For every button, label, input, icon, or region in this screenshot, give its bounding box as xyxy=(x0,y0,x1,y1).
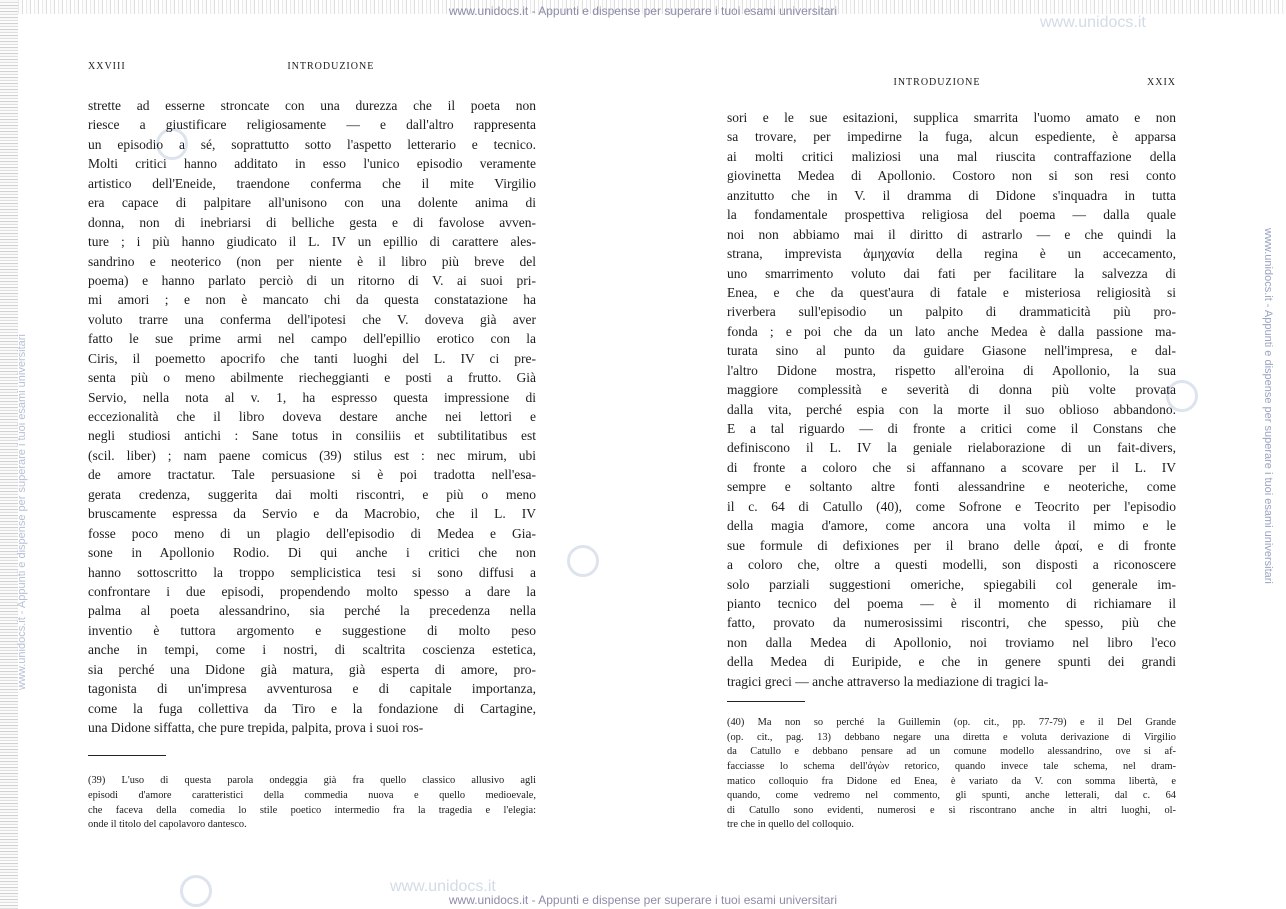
text-line: di fronte a coloro che si affannano a scovare per il L. IV xyxy=(727,459,1176,475)
text-line: l'altro Didone mostra, rispetto all'eroina di Apollonio, la sua xyxy=(727,362,1176,378)
text-line: Molti critici hanno additato in esso l'unico episodio veramente xyxy=(88,156,536,172)
text-line: dalla vita, perché espia con la morte il suo oblioso abbandono. xyxy=(727,401,1176,417)
watermark-ghost: www.unidocs.it xyxy=(390,878,496,895)
footnote-line: (40) Ma non so perché la Guillemin (op. cit., pp. 77-79) e il Del Grande xyxy=(727,717,1176,729)
footnote-line: quando, come vedremo nel commento, gli spunti, anche letterali, dal c. 64 xyxy=(727,790,1176,802)
text-line: bruscamente espressa da Servio e da Macrobio, che il L. IV xyxy=(88,506,536,522)
footnote-line: tre che in quello del colloquio. xyxy=(727,819,854,831)
text-line: Servio, nella nota al v. 1, ha espresso questa impressione di xyxy=(88,389,536,405)
watermark-top: www.unidocs.it - Appunti e dispense per superare i tuoi esami universitari xyxy=(448,4,838,18)
text-line: strana, imprevista ἀμηχανία della regina è un accecamento, xyxy=(727,246,1176,262)
text-line: E a tal riguardo — di fronte a critici come il Constans che xyxy=(727,421,1176,436)
footnote-rule xyxy=(88,755,166,756)
text-line: ai molti critici maliziosi una mal riuscita contraffazione della xyxy=(727,148,1176,164)
text-line: strette ad esserne stroncate con una durezza che il poeta non xyxy=(88,98,536,113)
text-line: fatto, provato da numerosissimi riscontri, che spesso, più che xyxy=(727,615,1176,631)
running-title: INTRODUZIONE xyxy=(893,76,981,88)
text-line: anche in tempi, come i nostri, di scaltrita coscienza estetica, xyxy=(88,642,536,658)
text-line: donna, non di inebriarsi di belliche gesta e di favolose avven- xyxy=(88,214,536,230)
text-line: inventio è tuttora argomento e suggestione di molto peso xyxy=(88,622,536,638)
text-line: sempre e soltanto altre fonti alessandrine e neoteriche, come xyxy=(727,479,1176,495)
text-line: mi amori ; e non è mancato chi da questa constatazione ha xyxy=(88,292,536,308)
text-line: Enea, e che da quest'aura di fatale e misteriosa religiosità si xyxy=(727,284,1176,300)
text-line: turata sino al punto da guidare Giasone nell'impresa, e dal- xyxy=(727,343,1176,359)
footnote-line: di Catullo sono evidenti, numerosi e si riscontrano anche in altri luoghi, ol- xyxy=(727,804,1176,816)
text-line: sia perché una Didone già matura, già esperta di amore, pro- xyxy=(88,661,536,677)
text-line: il c. 64 di Catullo (40), come Sofrone e Teocrito per l'episodio xyxy=(727,498,1176,514)
footnote-line: matico colloquio fra Didone ed Enea, è variato da V. con somma libertà, e xyxy=(727,775,1176,787)
text-line: sandrino e neoterico (non per niente è il libro più breve del xyxy=(88,253,536,269)
text-line: maggiore complessità e severità di donna più volte provata xyxy=(727,382,1176,398)
text-line: come la fuga collettiva da Tiro e la fondazione di Cartagine, xyxy=(88,700,536,716)
text-line: (scil. liber) ; nam paene comicus (39) stilus est : nec mirum, ubi xyxy=(88,447,536,463)
text-line: riverbera sull'episodio un palpito di drammaticità più pro- xyxy=(727,304,1176,320)
text-line: giovinetta Medea di Apollonio. Costoro non si son resi conto xyxy=(727,168,1176,184)
text-line: tragici greci — anche attraverso la mediazione di tragici la- xyxy=(727,673,1049,689)
text-line: fosse poco meno di un plagio dell'episodio di Medea e Gia- xyxy=(88,525,536,541)
text-line: negli studiosi antichi : Sane totus in consiliis et subtilitatibus est xyxy=(88,428,536,444)
text-line: voluto trarre una conferma dell'ipotesi che V. doveva già aver xyxy=(88,311,536,327)
footnote-line: facciasse lo schema dell'ἀγὼν retorico, quando invece tale schema, nel dram- xyxy=(727,760,1176,772)
text-line: riesce a giustificare religiosamente — e dall'altro rappresenta xyxy=(88,117,536,133)
page-number: XXVIII xyxy=(88,60,126,72)
text-line: eccezionalità che il libro doveva destare anche nei lettori e xyxy=(88,409,536,424)
footnote-rule xyxy=(727,701,805,702)
text-line: sa trovare, per impedirne la fuga, alcun espediente, è apparsa xyxy=(727,129,1176,145)
right-page xyxy=(727,72,1176,833)
footnote-line: da Catullo e debbano pensare ad un comune modello alessandrino, ove si af- xyxy=(727,746,1176,758)
text-line: artistico dell'Eneide, traendone conferma che il mite Virgilio xyxy=(88,175,536,191)
running-title: INTRODUZIONE xyxy=(287,60,375,72)
footnote-line: (39) L'uso di questa parola ondeggia già fra quello classico allusivo agli xyxy=(88,775,536,787)
watermark-logo-icon xyxy=(567,545,599,577)
body-text xyxy=(88,96,536,737)
footnote-line: che faceva della comedia lo stile poetico intermedio fra la tragedia e l'elegia: xyxy=(88,804,536,816)
text-line: Ciris, il poemetto apocrifo che tanti luoghi del L. IV ci pre- xyxy=(88,350,536,366)
text-line: poema) e hanno parlato perciò di un ritorno di V. ai suoi pri- xyxy=(88,272,536,288)
running-head xyxy=(727,72,1176,92)
text-line: fatto le sue prime armi nel campo dell'epillio erotico con la xyxy=(88,331,536,347)
text-line: hanno sottoscritto la troppo semplicistica tesi si sono diffusi a xyxy=(88,564,536,580)
text-line: la fondamentale prospettiva religiosa del poema — dalla quale xyxy=(727,207,1176,223)
watermark-logo-icon xyxy=(180,875,212,907)
text-line: palma al poeta alessandrino, sia perché la precedenza nella xyxy=(88,603,536,619)
text-line: pianto tecnico del poema — è il momento di richiamare il xyxy=(727,595,1176,611)
body-text xyxy=(727,108,1176,691)
running-head xyxy=(88,56,536,76)
text-line: a coloro che, oltre a questi modelli, son disposti a riconoscere xyxy=(727,557,1176,573)
text-line: un episodio a sé, soprattutto sotto l'aspetto letterario e tecnico. xyxy=(88,136,536,152)
page-number: XXIX xyxy=(1147,76,1176,88)
watermark-bottom: www.unidocs.it - Appunti e dispense per superare i tuoi esami universitari xyxy=(448,893,838,907)
text-line: anzitutto che in V. il dramma di Didone s'inquadra in tutta xyxy=(727,187,1176,203)
text-line: uno smarrimento voluto dai fati per facilitare la salvezza di xyxy=(727,265,1176,281)
footnote-line: episodi d'amore caratteristici della commedia nuova e quello medioevale, xyxy=(88,790,536,802)
text-line: ture ; i più hanno giudicato il L. IV un epillio di carattere ales- xyxy=(88,234,536,250)
watermark-side-left: www.unidocs.it - Appunti e dispense per superare i tuoi esami universitari xyxy=(16,334,28,690)
text-line: noi non abbiamo mai il diritto di astrarlo — e che quindi la xyxy=(727,226,1176,242)
text-line: solo parziali suggestioni omeriche, spiegabili col generale im- xyxy=(727,576,1176,592)
text-line: era capace di palpitare all'unisono con una dolente anima di xyxy=(88,195,536,211)
text-line: gerata credenza, suggerita dai molti riscontri, e più o meno xyxy=(88,486,536,502)
text-line: non dalla Medea di Apollonio, noi troviamo nel libro l'eco xyxy=(727,634,1176,650)
text-line: una Didone siffatta, che pure trepida, palpita, prova i suoi ros- xyxy=(88,720,424,735)
text-line: tagonista di un'impresa avventurosa e di capitale importanza, xyxy=(88,681,536,697)
text-line: senta più o meno abilmente riecheggianti e posti a frutto. Già xyxy=(88,370,536,386)
left-page xyxy=(88,56,536,833)
text-line: sori e le sue esitazioni, supplica smarrita l'uomo amato e non xyxy=(727,110,1176,125)
text-line: della Medea di Euripide, e che in genere spunti dei grandi xyxy=(727,654,1176,670)
text-line: della magia d'amore, come ancora una volta il mimo e le xyxy=(727,518,1176,534)
text-line: sue formule di defixiones per il brano delle ἀραί, e di fronte xyxy=(727,537,1176,553)
footnote-line: onde il titolo del capolavoro dantesco. xyxy=(88,819,247,831)
watermark-side-right: www.unidocs.it - Appunti e dispense per superare i tuoi esami universitari xyxy=(1262,228,1274,584)
footnote-line: (op. cit., pag. 13) debbano negare una diretta e voluta derivazione di Virgilio xyxy=(727,731,1176,743)
watermark-ghost: www.unidocs.it xyxy=(1040,14,1146,31)
text-line: definiscono il L. IV la geniale rielaborazione di un fait-divers, xyxy=(727,440,1176,456)
text-line: fonda ; e poi che da un lato anche Medea è dalla passione ma- xyxy=(727,323,1176,339)
text-line: de amore tractatur. Tale persuasione si è poi tradotta nell'esa- xyxy=(88,467,536,483)
text-line: confrontare i due episodi, propendendo molto spesso a dare la xyxy=(88,583,536,599)
footnotes xyxy=(88,774,536,832)
footnotes xyxy=(727,716,1176,833)
text-line: sone in Apollonio Rodio. Di qui anche i critici che non xyxy=(88,545,536,561)
